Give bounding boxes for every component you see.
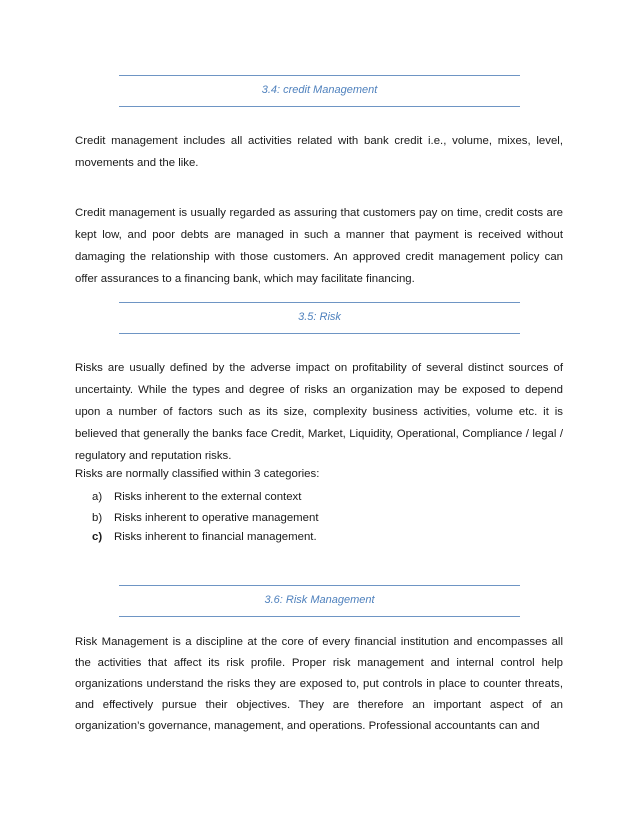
paragraph-risk-categories-intro: Risks are normally classified within 3 categories:	[75, 468, 320, 480]
section-heading-block-3-4	[119, 75, 520, 107]
list-item-text: Risks inherent to the external context	[114, 491, 302, 503]
section-heading-block-3-5	[119, 302, 520, 334]
heading-rule-top	[119, 75, 520, 76]
section-heading-3-6: 3.6: Risk Management	[264, 594, 375, 606]
heading-rule-top	[119, 302, 520, 303]
heading-rule-bottom	[119, 616, 520, 617]
paragraph-credit-definition: Credit management includes all activities related with bank credit i.e., volume, mixes, level, movements and the like.	[75, 135, 563, 169]
list-item-text: Risks inherent to financial management.	[114, 531, 317, 543]
section-heading-block-3-6	[119, 585, 520, 617]
risk-categories-list	[92, 487, 562, 548]
section-heading-3-5: 3.5: Risk	[298, 311, 341, 323]
list-marker: c)	[92, 531, 103, 543]
list-marker: a)	[92, 491, 103, 503]
heading-rule-top	[119, 585, 520, 586]
paragraph-risk-definition: Risks are usually defined by the adverse impact on profitability of several distinct sources of uncertainty. While the types and degree of risks an organization may be exposed to depend upon a number of factors such as its size, complexity business activities, volume etc. it is believed that generally the banks face Credit, Market, Liquidity, Operational, Compliance / legal / regulatory and reputation risks.	[75, 362, 563, 462]
section-heading-3-4: 3.4: credit Management	[261, 84, 378, 96]
heading-rule-bottom	[119, 333, 520, 334]
list-item	[92, 508, 562, 529]
paragraph-risk-management: Risk Management is a discipline at the core of every financial institution and encompasses all the activities that affect its risk profile. Proper risk management and internal control help organizations understand the risks they are exposed to, put controls in place to counter threats, and effectively pursue their objectives. They are therefore an important aspect of an organization’s governance, management, and operations. Professional accountants can and	[75, 636, 563, 732]
list-marker: b)	[92, 512, 103, 524]
list-item-text: Risks inherent to operative management	[114, 512, 319, 524]
paragraph-credit-policy: Credit management is usually regarded as assuring that customers pay on time, credit costs are kept low, and poor debts are managed in such a manner that payment is received without damaging the relationship with those customers. An approved credit management policy can offer assurances to a financing bank, which may facilitate financing.	[75, 207, 563, 285]
list-item	[92, 487, 562, 508]
list-item	[92, 527, 562, 548]
heading-rule-bottom	[119, 106, 520, 107]
